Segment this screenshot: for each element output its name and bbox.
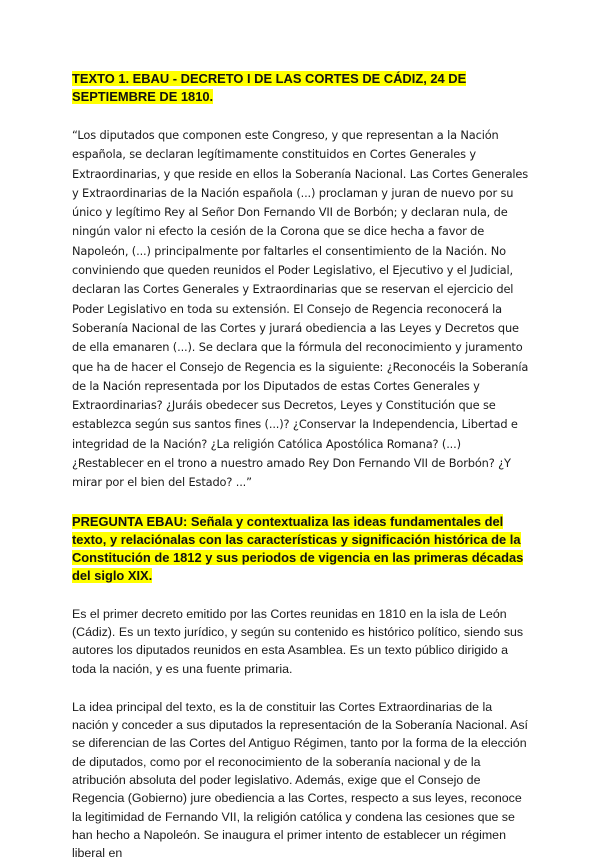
document-title-highlight: TEXTO 1. EBAU - DECRETO I DE LAS CORTES DE CÁDIZ, 24 DE SEPTIEMBRE DE 1810. xyxy=(72,71,467,104)
exam-question xyxy=(72,513,530,585)
document-title xyxy=(72,70,530,106)
answer-paragraph-main-idea: La idea principal del texto, es la de constituir las Cortes Extraordinarias de la nación y conceder a sus diputados la representación de la Soberanía Nacional. Así se diferencian de las Cortes del Antiguo Régimen, tanto por la forma de la elección de diputados, como por el reconocimiento de la soberanía nacional y de la atribución absoluta del poder legislativo. Además, exige que el Consejo de Regencia (Gobierno) jure obediencia a las Cortes, respecto a sus leyes, reconoce la legitimidad de Fernando VII, la religión católica y condena las cesiones que se han hecho a Napoleón. Se inaugura el primer intento de establecer un régimen liberal en xyxy=(72,699,528,861)
answer-paragraph-intro: Es el primer decreto emitido por las Cortes reunidas en 1810 en la isla de León (Cádiz). Es un texto jurídico, y según su contenido es histórico político, siendo sus autores los diputados reunidos en esta Asamblea. Es un texto público dirigido a toda la nación, y es una fuente primaria. xyxy=(72,606,524,676)
exam-question-highlight: PREGUNTA EBAU: Señala y contextualiza las ideas fundamentales del texto, y relaciónalas con las características y significación histórica de la Constitución de 1812 y sus periodos de vigencia en las primeras décadas del siglo XIX. xyxy=(72,513,524,583)
document-page xyxy=(72,70,530,863)
decree-quote: “Los diputados que componen este Congreso, y que representan a la Nación española, se declaran legítimamente constituidos en Cortes Generales y Extraordinarias, y que reside en ellos la Soberanía Nacional. Las Cortes Generales y Extraordinarias de la Nación española (...) proclaman y juran de nuevo por su único y legítimo Rey al Señor Don Fernando VII de Borbón; y declaran nula, de ningún valor ni efecto la cesión de la Corona que se dice hecha a favor de Napoleón, (...) principalmente por faltarles el consentimiento de la Nación. No conviniendo que queden reunidos el Poder Legislativo, el Ejecutivo y el Judicial, declaran las Cortes Generales y Extraordinarias que se reservan el ejercicio del Poder Legislativo en toda su extensión. El Consejo de Regencia reconocerá la Soberanía Nacional de las Cortes y jurará obediencia a las Leyes y Decretos que de ella emanaren (...). Se declara que la fórmula del reconocimiento y juramento que ha de hacer el Consejo de Regencia es la siguiente: ¿Reconocéis la Soberanía de la Nación representada por los Diputados de estas Cortes Generales y Extraordinarias? ¿Juráis obedecer sus Decretos, Leyes y Constitución que se establezca según sus santos fines (...)? ¿Conservar la Independencia, Libertad e integridad de la Nación? ¿La religión Católica Apostólica Romana? (...) ¿Restablecer en el trono a nuestro amado Rey Don Fernando VII de Borbón? ¿Y mirar por el bien del Estado? ...” xyxy=(72,128,529,490)
